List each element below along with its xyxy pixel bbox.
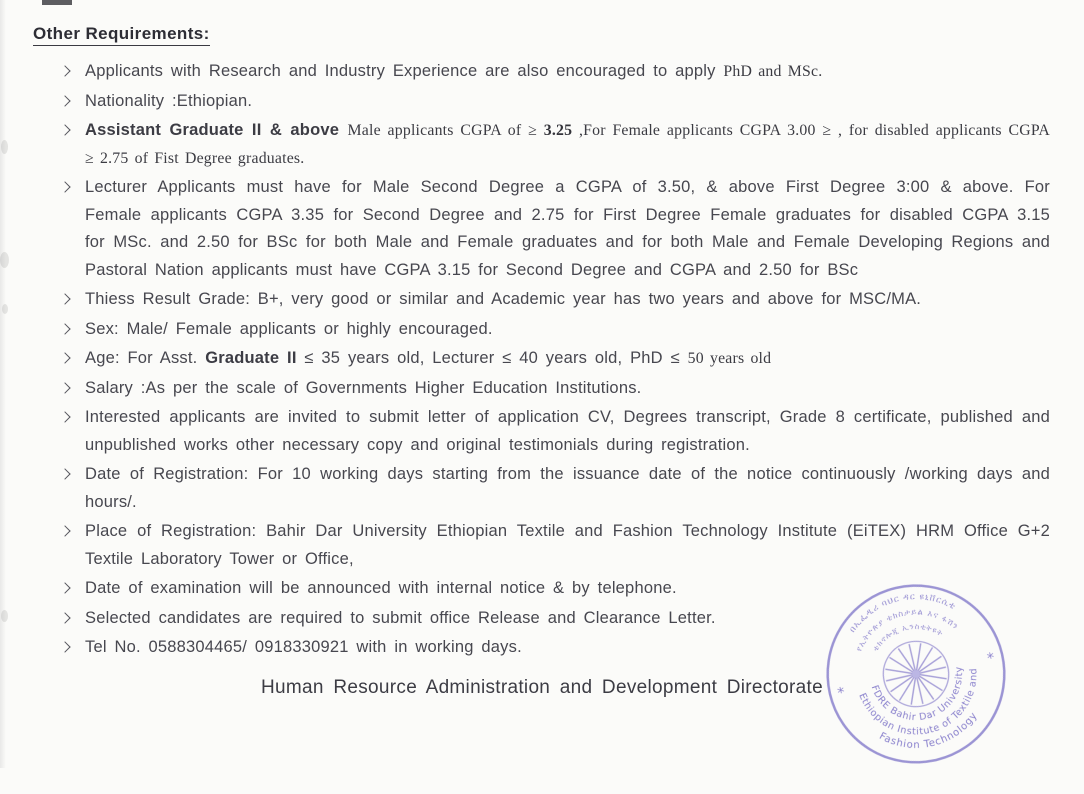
- requirement-item: [58, 575, 1050, 603]
- requirement-text: Lecturer Applicants must have for Male Second Degree a CGPA of 3.50, & above First Degree 3:00 & above. For Female applicants CGPA 3.35 for Second Degree and 2.75 for First Degree Female graduates for disabled CGPA 3.15 for MSc. and 2.50 for BSc for both Male and Female graduates and for both Male and Female Developing Regions and Pastoral Nation applicants must have CGPA 3.15 for Second Degree and CGPA and 2.50 for BSc: [85, 178, 1050, 279]
- requirement-item: [58, 518, 1050, 573]
- stamp-text-fdre: FDRE Bahir Dar University: [868, 665, 966, 724]
- requirement-text: Place of Registration: Bahir Dar University Ethiopian Textile and Fashion Technology Institute (EiTEX) HRM Office G+2 Textile Laboratory Tower or Office,: [85, 522, 1050, 568]
- arrow-bullet-icon: [59, 525, 70, 536]
- requirement-item: [58, 174, 1050, 284]
- arrow-bullet-icon: [59, 382, 70, 393]
- requirement-text: Salary :As per the scale of Governments Higher Education Institutions.: [85, 378, 642, 397]
- arrow-bullet-icon: [59, 65, 70, 76]
- requirement-text: Age: For Asst. Graduate II ≤ 35 years old, Lecturer ≤ 40 years old, PhD ≤ 50 years old: [85, 349, 772, 367]
- signature-line: Human Resource Administration and Development Directorate: [261, 676, 823, 698]
- requirement-item: [58, 316, 1050, 344]
- arrow-bullet-icon: [59, 641, 70, 652]
- stamp-star-left: *: [836, 684, 847, 702]
- requirement-text: Nationality :Ethiopian.: [85, 91, 253, 110]
- requirement-item: [58, 404, 1050, 459]
- requirement-item: [58, 88, 1050, 116]
- requirement-text: Date of examination will be announced with internal notice & by telephone.: [85, 579, 677, 597]
- arrow-bullet-icon: [59, 181, 70, 192]
- arrow-bullet-icon: [59, 411, 70, 422]
- requirement-text: Sex: Male/ Female applicants or highly encouraged.: [85, 319, 493, 338]
- arrow-bullet-icon: [59, 323, 70, 334]
- stamp-star-right: *: [985, 649, 997, 668]
- stamp-amharic-arc-2: የኢትዮጵያ ቴክስታይል እና ፋሽን: [853, 606, 962, 653]
- requirement-text: Date of Registration: For 10 working days starting from the issuance date of the notice continuously /working days and hours/.: [85, 465, 1050, 511]
- requirement-item: [58, 117, 1050, 172]
- arrow-bullet-icon: [59, 582, 70, 593]
- arrow-bullet-icon: [59, 124, 70, 135]
- requirement-text: Interested applicants are invited to submit letter of application CV, Degrees transcript, Grade 8 certificate, published and unpublished works other necessary copy and original testimonials during registration.: [85, 408, 1050, 454]
- stamp-amharic-arc-3: ቴክኖሎጂ ኢንስቲትዩት: [870, 621, 946, 653]
- requirement-item: [58, 634, 1050, 662]
- stamp-amharic-arc-1: በኢፌዲሪ ባህር ዳር ዩኒቨርሲቲ: [847, 592, 958, 635]
- arrow-bullet-icon: [59, 612, 70, 623]
- requirement-text: Thiess Result Grade: B+, very good or similar and Academic year has two years and above for MSC/MA.: [85, 290, 922, 308]
- requirement-item: [58, 605, 1050, 633]
- requirements-list: [0, 58, 1084, 662]
- requirement-item: [58, 461, 1050, 516]
- stamp-text-fashion: Fashion Technology: [877, 710, 980, 751]
- arrow-bullet-icon: [59, 352, 70, 363]
- requirement-item: [58, 345, 1050, 373]
- requirement-item: [58, 286, 1050, 314]
- requirement-item: [58, 375, 1050, 403]
- arrow-bullet-icon: [59, 95, 70, 106]
- requirement-text: Selected candidates are required to submit office Release and Clearance Letter.: [85, 608, 716, 627]
- arrow-bullet-icon: [59, 468, 70, 479]
- requirement-item: [58, 58, 1050, 86]
- page-title: Other Requirements:: [33, 24, 210, 46]
- requirement-text: Assistant Graduate II & above Male applicants CGPA of ≥ 3.25 ,For Female applicants CGPA 3.00 ≥ , for disabled applicants CGPA ≥ 2.75 of Fist Degree graduates.: [85, 121, 1051, 167]
- requirement-text: Tel No. 0588304465/ 0918330921 with in working days.: [85, 638, 522, 656]
- requirement-text: Applicants with Research and Industry Experience are also encouraged to apply PhD and MSc.: [85, 62, 823, 80]
- arrow-bullet-icon: [59, 293, 70, 304]
- stamp-text-institute: Ethiopian Institute of Textile and: [856, 667, 980, 738]
